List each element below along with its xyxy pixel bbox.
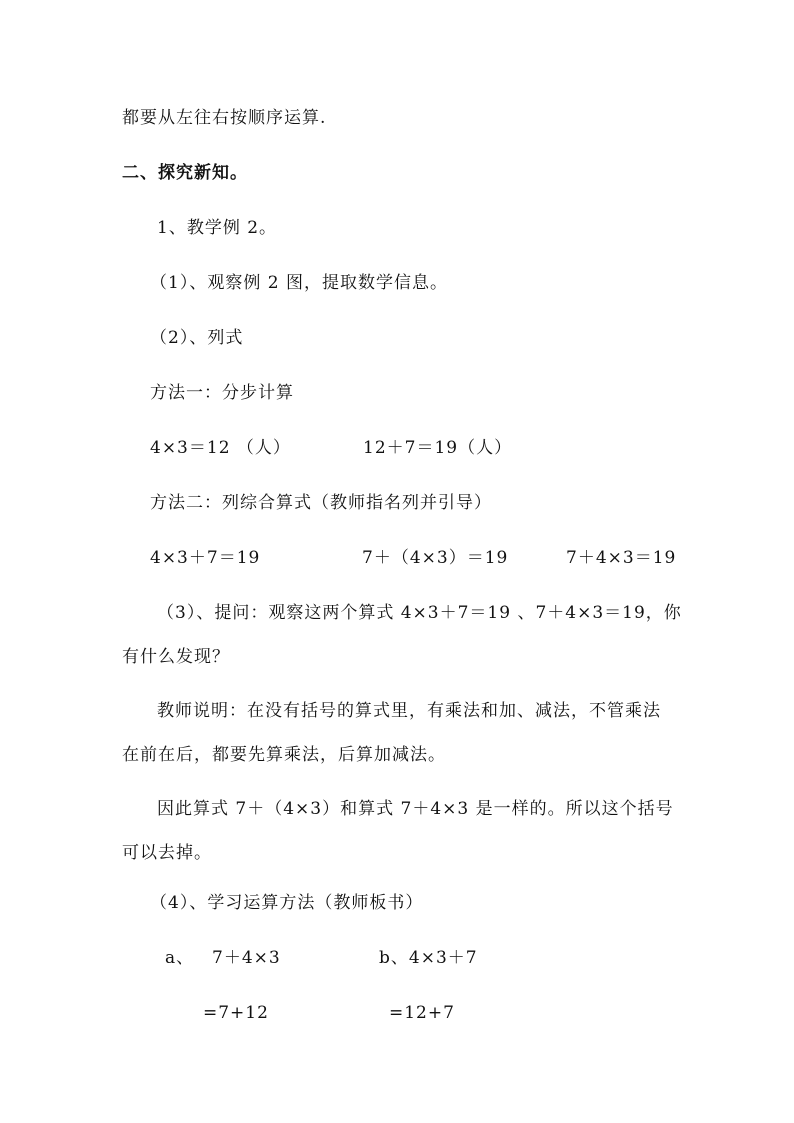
text-line-therefore: 因此算式 7＋（4×3）和算式 7＋4×3 是一样的。所以这个括号 <box>157 799 674 819</box>
board-step-a: =7+12 <box>203 1003 269 1023</box>
text-line-method-2: 方法二：列综合算式（教师指名列并引导） <box>150 493 492 513</box>
board-step-b: =12+7 <box>389 1003 455 1023</box>
equation-row-stepwise <box>150 437 670 459</box>
equation-combined-3: 7＋4×3＝19 <box>566 548 677 568</box>
board-expression-b: b、4×3＋7 <box>379 948 478 968</box>
text-line-observe: （1）、观察例 2 图，提取数学信息。 <box>150 273 448 293</box>
equation-step-2: 12＋7＝19（人） <box>363 438 513 458</box>
board-expression-a: 7＋4×3 <box>212 948 281 968</box>
text-line-formula: （2）、列式 <box>150 328 244 348</box>
text-line-therefore-cont: 可以去掉。 <box>122 843 212 863</box>
equation-step-1: 4×3＝12 （人） <box>150 438 291 458</box>
equation-row-combined <box>150 547 680 569</box>
text-line-example-2: 1、教学例 2。 <box>157 218 278 238</box>
text-line-learn-method: （4）、学习运算方法（教师板书） <box>150 893 424 913</box>
text-line-question-cont: 有什么发现？ <box>122 647 230 667</box>
text-line-teacher-explain-cont: 在前在后，都要先算乘法，后算加减法。 <box>122 745 446 765</box>
board-row-2 <box>203 1002 463 1024</box>
section-heading-explore: 二、探究新知。 <box>122 163 248 183</box>
text-line-method-1: 方法一：分步计算 <box>150 383 294 403</box>
text-line-question: （3）、提问：观察这两个算式 4×3＋7＝19 、7＋4×3＝19，你 <box>157 603 682 623</box>
board-label-a: a、 <box>165 948 195 968</box>
text-line-teacher-explain: 教师说明：在没有括号的算式里，有乘法和加、减法，不管乘法 <box>157 701 661 721</box>
text-line-order-rule: 都要从左往右按顺序运算. <box>122 108 327 128</box>
equation-combined-2: 7＋（4×3）＝19 <box>362 548 509 568</box>
board-row-1 <box>165 947 495 969</box>
equation-combined-1: 4×3＋7＝19 <box>150 548 261 568</box>
